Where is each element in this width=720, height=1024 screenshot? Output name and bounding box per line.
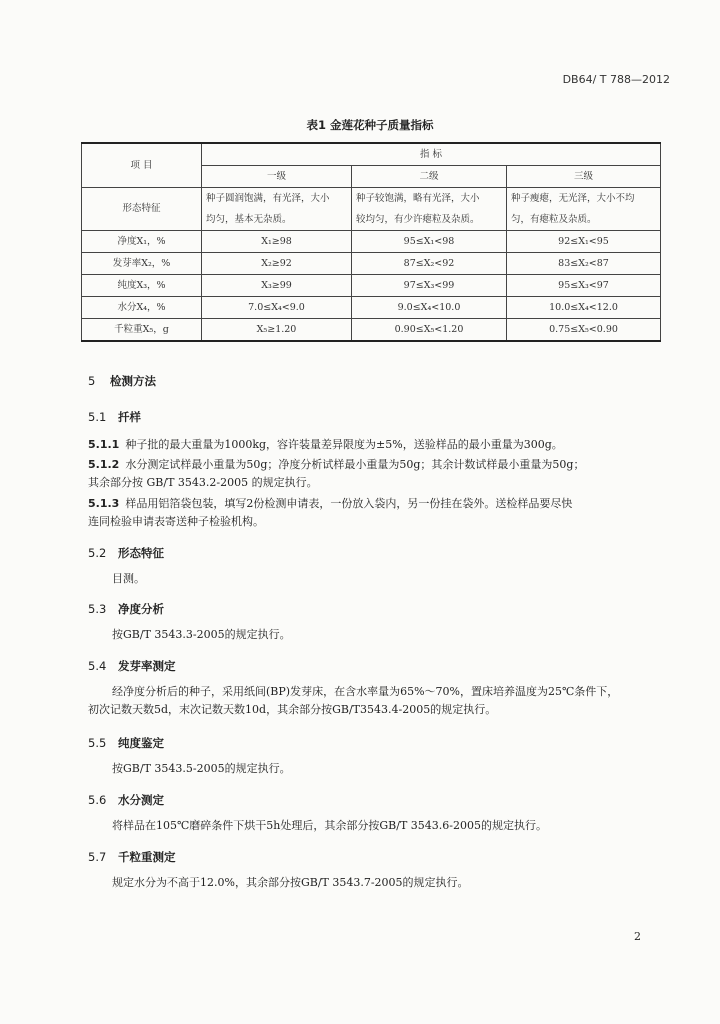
cell: 0.90≤X₅<1.20 [352,319,507,342]
section-5-7-heading: 5.7 千粒重测定 [88,850,176,864]
cell: X₂≥92 [202,253,352,275]
clause-5-1-1: 5.1.1 种子批的最大重量为1000kg，容许装量差异限度为±5%，送验样品的最小重量为300g。 [88,438,563,451]
grade-3: 三级 [507,166,661,188]
grade-1: 一级 [202,166,352,188]
cell: 83≤X₂<87 [507,253,661,275]
quality-index-table [81,142,661,342]
section-5-4-body: 经净度分析后的种子，采用纸间(BP)发芽床，在含水率量为65%～70%，置床培养温度为25℃条件下， 初次记数天数5d，末次记数天数10d，其余部分按GB/T3543.4-2005的规定执行。 [88,685,619,716]
table-caption: 表1 金莲花种子质量指标 [306,118,434,132]
row-label: 千粒重X₅，g [82,319,202,342]
cell: 87≤X₂<92 [352,253,507,275]
cell: 95≤X₁<98 [352,231,507,253]
section-5-5-heading: 5.5 纯度鉴定 [88,736,164,750]
cell: 7.0≤X₄<9.0 [202,297,352,319]
clause-5-1-3: 5.1.3 样品用铝箔袋包装，填写2份检测申请表，一份放入袋内，另一份挂在袋外。送检样品要尽快 连同检验申请表寄送种子检验机构。 [88,497,573,528]
section-5-3-heading: 5.3 净度分析 [88,602,164,616]
table-row [82,297,661,319]
table-row [82,188,661,231]
standard-code: DB64/ T 788—2012 [562,73,670,86]
section-5-heading: 5 检测方法 [88,374,156,388]
row-label: 形态特征 [82,188,202,231]
section-5-4-heading: 5.4 发芽率测定 [88,659,176,673]
section-5-3-body: 按GB/T 3543.3-2005的规定执行。 [112,628,291,641]
row-label: 净度X₁，% [82,231,202,253]
cell: 0.75≤X₅<0.90 [507,319,661,342]
table-row [82,253,661,275]
cell: X₃≥99 [202,275,352,297]
section-5-1-heading: 5.1 扦样 [88,410,141,424]
col-header-item: 项 目 [82,143,202,188]
morph-grade-3: 种子瘦瘪，无光泽，大小不均 匀，有瘪粒及杂质。 [507,188,661,231]
cell: 10.0≤X₄<12.0 [507,297,661,319]
table-header-row [82,143,661,166]
cell: 95≤X₃<97 [507,275,661,297]
col-header-index: 指 标 [202,143,661,166]
table-row [82,319,661,342]
section-5-7-body: 规定水分为不高于12.0%，其余部分按GB/T 3543.7-2005的规定执行。 [112,876,469,889]
cell: 97≤X₃<99 [352,275,507,297]
table-row [82,275,661,297]
row-label: 纯度X₃，% [82,275,202,297]
row-label: 发芽率X₂，% [82,253,202,275]
table-row [82,231,661,253]
cell: X₁≥98 [202,231,352,253]
section-5-2-heading: 5.2 形态特征 [88,546,164,560]
section-5-5-body: 按GB/T 3543.5-2005的规定执行。 [112,762,291,775]
row-label: 水分X₄，% [82,297,202,319]
section-5-2-body: 目测。 [112,572,145,585]
section-5-6-heading: 5.6 水分测定 [88,793,164,807]
cell: 92≤X₁<95 [507,231,661,253]
cell: 9.0≤X₄<10.0 [352,297,507,319]
morph-grade-1: 种子圆润饱满，有光泽，大小 均匀，基本无杂质。 [202,188,352,231]
section-5-6-body: 将样品在105℃磨碎条件下烘干5h处理后，其余部分按GB/T 3543.6-2005的规定执行。 [112,819,547,832]
page-number: 2 [634,930,641,943]
grade-2: 二级 [352,166,507,188]
cell: X₅≥1.20 [202,319,352,342]
clause-5-1-2: 5.1.2 水分测定试样最小重量为50g；净度分析试样最小重量为50g；其余计数试样最小重量为50g； 其余部分按 GB/T 3543.2-2005 的规定执行。 [88,458,585,489]
morph-grade-2: 种子较饱满，略有光泽，大小 较均匀，有少许瘪粒及杂质。 [352,188,507,231]
